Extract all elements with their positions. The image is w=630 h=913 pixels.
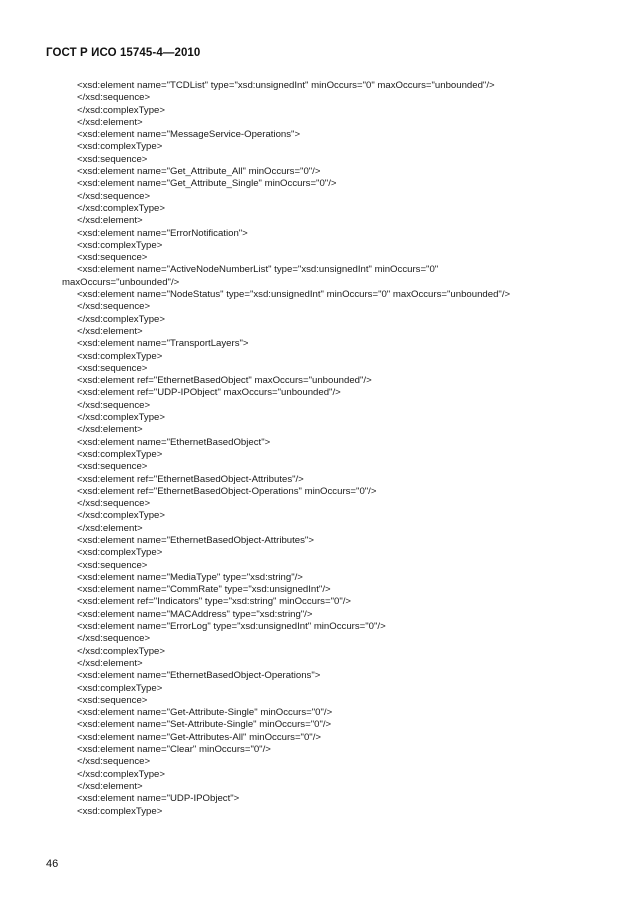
- code-line: <xsd:complexType>: [77, 350, 163, 362]
- code-line: <xsd:element name="EthernetBasedObject-Operations">: [77, 670, 321, 682]
- code-line: <xsd:element name="NodeStatus" type="xsd:unsignedInt" minOccurs="0" maxOccurs="unbounded"/>: [77, 289, 511, 301]
- code-line: </xsd:sequence>: [77, 498, 151, 510]
- code-line: </xsd:sequence>: [77, 301, 151, 313]
- code-line: <xsd:element name="Get_Attribute_All" minOccurs="0"/>: [77, 166, 321, 178]
- code-line: <xsd:element name="Get-Attributes-All" minOccurs="0"/>: [77, 731, 321, 743]
- code-line: <xsd:element name="Clear" minOccurs="0"/>: [77, 744, 271, 756]
- code-line: <xsd:element name="ActiveNodeNumberList" type="xsd:unsignedInt" minOccurs="0": [77, 264, 439, 276]
- code-line: </xsd:complexType>: [77, 104, 165, 116]
- code-line: </xsd:complexType>: [77, 313, 165, 325]
- code-line: <xsd:complexType>: [77, 448, 163, 460]
- code-line: <xsd:sequence>: [77, 153, 148, 165]
- code-line: <xsd:complexType>: [77, 547, 163, 559]
- code-line: </xsd:element>: [77, 780, 143, 792]
- code-line: <xsd:element name="Get-Attribute-Single" minOccurs="0"/>: [77, 707, 333, 719]
- code-line: </xsd:element>: [77, 424, 143, 436]
- code-line: <xsd:sequence>: [77, 694, 148, 706]
- code-line: <xsd:element ref="EthernetBasedObject" maxOccurs="unbounded"/>: [77, 375, 372, 387]
- code-line: <xsd:sequence>: [77, 362, 148, 374]
- code-line: </xsd:element>: [77, 522, 143, 534]
- code-line: <xsd:element name="MACAddress" type="xsd:string"/>: [77, 608, 313, 620]
- code-line: </xsd:element>: [77, 657, 143, 669]
- code-line: </xsd:element>: [77, 325, 143, 337]
- code-line: <xsd:complexType>: [77, 682, 163, 694]
- code-line: </xsd:complexType>: [77, 768, 165, 780]
- code-line: <xsd:element name="TransportLayers">: [77, 338, 249, 350]
- code-line: </xsd:sequence>: [77, 756, 151, 768]
- code-line: <xsd:element ref="UDP-IPObject" maxOccurs="unbounded"/>: [77, 387, 341, 399]
- code-line: </xsd:complexType>: [77, 202, 165, 214]
- code-line: </xsd:complexType>: [77, 412, 165, 424]
- code-line: <xsd:sequence>: [77, 252, 148, 264]
- code-line: <xsd:element name="TCDList" type="xsd:unsignedInt" minOccurs="0" maxOccurs="unbounded"/>: [77, 80, 495, 91]
- page-number: 46: [46, 858, 59, 870]
- xsd-code-listing: [62, 80, 597, 818]
- code-line: <xsd:element name="Set-Attribute-Single" minOccurs="0"/>: [77, 719, 332, 731]
- code-line: </xsd:complexType>: [77, 645, 165, 657]
- code-line: </xsd:sequence>: [77, 633, 151, 645]
- code-line: <xsd:sequence>: [77, 461, 148, 473]
- code-line: <xsd:element name="ErrorNotification">: [77, 227, 248, 239]
- code-line: <xsd:element name="UDP-IPObject">: [77, 793, 240, 805]
- code-line: <xsd:complexType>: [77, 141, 163, 153]
- code-line: <xsd:element name="CommRate" type="xsd:unsignedInt"/>: [77, 584, 331, 596]
- code-line: </xsd:element>: [77, 215, 143, 227]
- code-line: <xsd:element name="EthernetBasedObject-Attributes">: [77, 534, 314, 546]
- code-line: </xsd:sequence>: [77, 92, 151, 104]
- code-line: <xsd:complexType>: [77, 239, 163, 251]
- code-line: <xsd:element name="EthernetBasedObject">: [77, 436, 271, 448]
- code-line: <xsd:sequence>: [77, 559, 148, 571]
- code-line: <xsd:element ref="EthernetBasedObject-Operations" minOccurs="0"/>: [77, 485, 377, 497]
- code-line: <xsd:element ref="Indicators" type="xsd:string" minOccurs="0"/>: [77, 596, 351, 608]
- document-header: ГОСТ Р ИСО 15745-4—2010: [46, 47, 201, 59]
- code-line: maxOccurs="unbounded"/>: [62, 276, 180, 288]
- code-line: </xsd:sequence>: [77, 399, 151, 411]
- code-line: <xsd:complexType>: [77, 805, 163, 817]
- code-line: <xsd:element name="MediaType" type="xsd:string"/>: [77, 571, 303, 583]
- code-line: <xsd:element ref="EthernetBasedObject-Attributes"/>: [77, 473, 304, 485]
- code-line: </xsd:sequence>: [77, 190, 151, 202]
- code-line: <xsd:element name="ErrorLog" type="xsd:unsignedInt" minOccurs="0"/>: [77, 621, 386, 633]
- code-line: <xsd:element name="Get_Attribute_Single" minOccurs="0"/>: [77, 178, 337, 190]
- code-line: </xsd:complexType>: [77, 510, 165, 522]
- code-line: </xsd:element>: [77, 116, 143, 128]
- code-line: <xsd:element name="MessageService-Operations">: [77, 129, 301, 141]
